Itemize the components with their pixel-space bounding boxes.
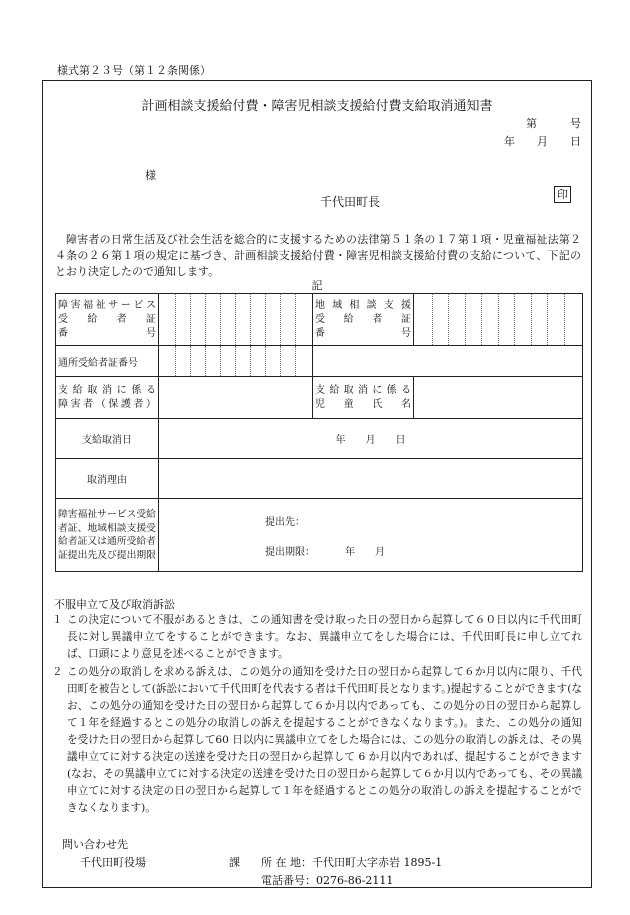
table-row (56, 377, 583, 419)
body-text: 障害者の日常生活及び社会生活を総合的に支援するための法律第５１条の１７第１項・児童福祉法第２４条の２６第１項の規定に基づき、計画相談支援給付費・障害児相談支援給付費の支給について、下記のとおり決定したので通知します。 (55, 233, 581, 278)
appeal-item-text: この処分の取消しを求める訴えは、この処分の通知を受けた日の翌日から起算して６か月以内に限り、千代田町を被告として(訴訟において千代田町を代表する者は千代田町長となります。)提起することができます(なお、この処分の通知を受けた日の翌日から起算して６か月以内であっても、この処分の日の翌日から起算して１年を経過するとこの処分の取消しの訴えを提起することができなくなります。)。また、この処分の通知を受けた日の翌日から起算して60 日以内に異議申立てをした場合には、この処分の取消しの訴えは、その異議申立てに対する決定の送達を受けた日の翌日から起算して 6 か月以内であれば、提起することができます(なお、その異議申立てに対する決定の送達を受けた日の翌日から起算して６か月以内であっても、その異議申立てに対する決定の日の翌日から起算して１年を経過するとこの処分の取消しの訴えを提起することができなくなります)。 (67, 666, 582, 814)
label-cancel-reason: 取消理由 (56, 459, 159, 499)
appeal-item-number: ２ (52, 666, 63, 678)
contact-heading: 問い合わせ先 (62, 838, 128, 851)
document-date: 年 月 日 (504, 135, 581, 148)
cancel-reason-value[interactable] (159, 459, 583, 499)
appeal-item-1 (52, 612, 582, 663)
child-name-value[interactable] (414, 377, 583, 419)
submission-value (159, 499, 583, 572)
contact-phone: 電話番号：0276-86-2111 (261, 874, 394, 887)
contact-office: 千代田町役場 (80, 856, 146, 869)
submission-deadline-label: 提出期限： (265, 547, 315, 558)
table-row (56, 294, 583, 346)
label-service-certificate: 障害福祉サービス 受 給 者 証 番 号 (56, 294, 159, 346)
appeal-item-text: この決定について不服があるときは、この通知書を受け取った日の翌日から起算して６０日以内に千代田町長に対し異議申立てをすることができます。なお、異議申立てをした場合には、千代田町長に申し立てれば、口頭により意見を述べることができます。 (67, 614, 582, 660)
label-cancel-date: 支給取消日 (56, 419, 159, 459)
table-row (56, 346, 583, 377)
label-child-name: 支給取消に係る 児 童 氏 名 (313, 377, 414, 419)
table-row (56, 499, 583, 572)
community-certificate-number-cells[interactable] (414, 294, 583, 346)
details-table (55, 293, 583, 572)
service-certificate-number-cells[interactable] (159, 294, 313, 346)
person-guardian-value[interactable] (159, 377, 313, 419)
label-community-certificate: 地域相談支援 受 給 者 証 番 号 (313, 294, 414, 346)
appeal-item-number: １ (52, 614, 63, 626)
submission-destination-label: 提出先： (265, 517, 305, 528)
table-row (56, 459, 583, 499)
label-day-service-certificate: 通所受給者証番号 (56, 346, 159, 377)
appeal-heading: 不服申立て及び取消訴訟 (54, 598, 175, 611)
appeal-item-2 (52, 664, 582, 817)
issuer-name: 千代田町長 (320, 195, 381, 209)
day-service-certificate-number-cells[interactable] (159, 346, 313, 377)
label-person-guardian: 支給取消に係る 障害者（保護者） (56, 377, 159, 419)
contact-department: 課 (229, 856, 240, 869)
label-submission: 障害福祉サービス受給者証、地域相談支援受給者証又は通所受給者証提出先及び提出期限 (56, 499, 159, 572)
ki-marker: 記 (311, 279, 323, 292)
seal-stamp: 印 (554, 186, 571, 203)
empty-cell (313, 346, 583, 377)
cancel-date-value[interactable]: 年 月 日 (159, 419, 583, 459)
document-number: 第 号 (526, 117, 581, 130)
document-title: 計画相談支援給付費・障害児相談支援給付費支給取消通知書 (141, 99, 493, 114)
form-number: 様式第２３号（第１２条関係） (57, 64, 211, 77)
recipient-suffix: 様 (145, 169, 156, 182)
contact-address: 所 在 地：千代田町大字赤岩 1895-1 (261, 856, 443, 869)
submission-deadline-value: 年 月 (345, 547, 385, 558)
table-row (56, 419, 583, 459)
